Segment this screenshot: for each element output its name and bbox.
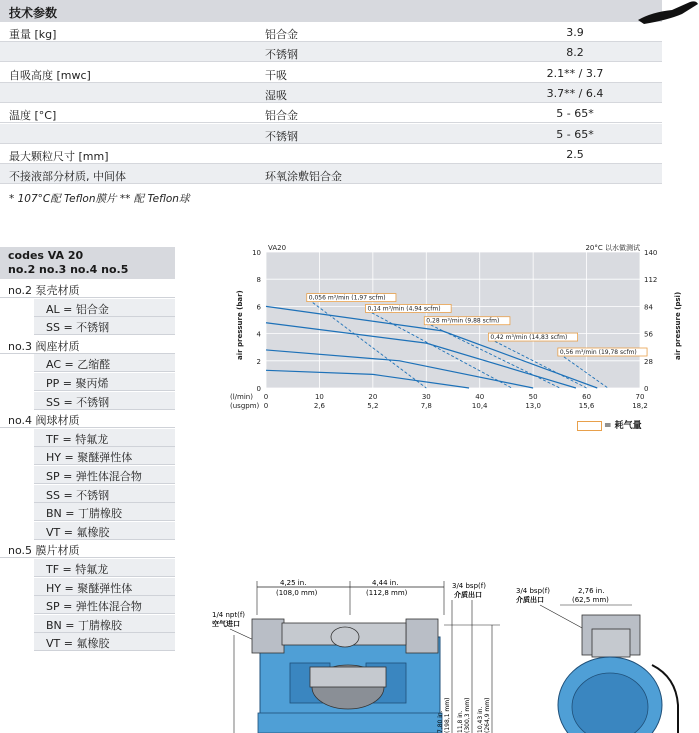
performance-chart (228, 240, 698, 440)
codes-option (34, 429, 175, 447)
spec-cell-c1: 温度 [°C] (9, 109, 57, 123)
codes-option (34, 354, 175, 372)
y-tick-label-psi: 28 (644, 357, 653, 366)
air-consumption-label: 0,056 m³/min (1,97 scfm) (308, 294, 386, 302)
codes-text: SS = 不锈钢 (46, 395, 110, 409)
dim-height-2: 11,8 in. (457, 710, 464, 733)
dim-side-width: 2,76 in. (578, 587, 605, 595)
x-unit-lmin: (l/min) (230, 393, 253, 401)
codes-text: TF = 特氟龙 (46, 563, 109, 576)
legend-label: = 耗气量 (604, 421, 642, 431)
legend-swatch (577, 421, 602, 431)
spec-cell-c1: 不接液部分材质, 中间体 (9, 170, 126, 184)
codes-option (34, 559, 175, 577)
pump-dimension-drawing (200, 575, 699, 733)
codes-text: BN = 丁腈橡胶 (46, 618, 122, 632)
x-tick-label: 60 (582, 393, 592, 401)
air-consumption-label: 0,56 m³/min (19,78 scfm) (559, 349, 637, 356)
x-tick-label-usgpm: 0 (263, 402, 269, 410)
x-tick-label-usgpm: 15,6 (578, 402, 595, 410)
chart-title: VA20 (268, 244, 287, 252)
spec-cell-c1: 最大颗粒尺寸 [mm] (9, 149, 109, 163)
x-tick-label-usgpm: 7,8 (420, 402, 432, 410)
y-tick-label-psi: 84 (644, 303, 653, 312)
codes-title: codes VA 20 (8, 249, 84, 262)
air-consumption-label: 0,28 m³/min (9,88 scfm) (426, 317, 500, 325)
x-tick-label: 20 (368, 393, 378, 401)
port-air-label: 1/4 npt(f) (212, 611, 246, 619)
codes-text: BN = 丁腈橡胶 (46, 507, 122, 521)
codes-text: AC = 乙缩醛 (46, 358, 111, 372)
spec-cell-c2: 铝合金 (265, 109, 298, 123)
y-tick-label-psi: 112 (644, 276, 658, 285)
codes-text: SP = 弹性体混合物 (46, 600, 142, 614)
dim-height-2-mm: (300,3 mm) (464, 697, 471, 733)
spec-row (0, 164, 662, 184)
dim-width-left: 4,25 in. (280, 579, 307, 587)
codes-text: SS = 不锈钢 (46, 488, 110, 502)
spec-title: 技术参数 (9, 6, 58, 20)
air-consumption-label: 0,42 m³/min (14,83 scfm) (490, 334, 568, 342)
codes-text: no.3 阀座材质 (8, 339, 80, 353)
codes-option (34, 578, 175, 596)
spec-cell-c2: 干吸 (265, 68, 287, 82)
x-tick-label: 40 (475, 393, 485, 401)
y-tick-label-psi: 0 (644, 385, 649, 393)
y-tick-label-psi: 56 (644, 330, 653, 339)
y-tick-label: 8 (256, 276, 261, 285)
spec-row (0, 144, 662, 164)
codes-text: PP = 聚丙烯 (46, 377, 109, 390)
codes-category (0, 540, 175, 558)
codes-header (0, 247, 175, 279)
codes-category (0, 280, 175, 298)
spec-header (0, 0, 662, 22)
y-tick-label-psi: 140 (644, 249, 658, 257)
codes-option (34, 615, 175, 633)
codes-category (0, 336, 175, 354)
codes-text: VT = 氟橡胶 (46, 525, 110, 539)
spec-cell-c2: 不锈钢 (265, 48, 298, 62)
codes-columns: no.2 no.3 no.4 no.5 (8, 263, 129, 276)
port-air-cn: 空气进口 (212, 620, 240, 628)
codes-category (0, 410, 175, 428)
spec-row (0, 83, 662, 103)
codes-text: no.5 膜片材质 (8, 544, 80, 558)
codes-text: TF = 特氟龙 (46, 432, 109, 446)
dim-height-1: 7,80 in. (437, 710, 444, 733)
spec-cell-c3: 5 - 65* (556, 107, 594, 121)
spec-row (0, 103, 662, 123)
dim-width-left-mm: (108,0 mm) (276, 589, 318, 597)
codes-option (34, 466, 175, 484)
spec-cell-c1: 自吸高度 [mwc] (9, 68, 91, 82)
dim-height-3-mm: (264,9 mm) (484, 697, 491, 733)
x-tick-label-usgpm: 10,4 (471, 402, 488, 410)
x-tick-label: 10 (314, 393, 324, 401)
codes-text: SP = 弹性体混合物 (46, 470, 142, 483)
port-outlet-cn: 介质出口 (454, 591, 482, 599)
x-tick-label: 30 (421, 393, 431, 401)
y-axis-label-right: air pressure (psi) (674, 291, 682, 360)
codes-option (34, 317, 175, 335)
y-tick-label: 6 (256, 303, 261, 312)
spec-row (0, 42, 662, 62)
y-axis-label-left: air pressure (bar) (236, 290, 244, 360)
codes-option (34, 485, 175, 503)
spec-cell-c2: 不锈钢 (265, 129, 298, 143)
spec-cell-c3: 3.7** / 6.4 (546, 86, 604, 100)
codes-option (34, 633, 175, 651)
y-tick-label: 10 (252, 249, 261, 257)
codes-option (34, 522, 175, 540)
port-outlet-label: 3/4 bsp(f) (452, 582, 486, 590)
x-tick-label-usgpm: 18,2 (632, 402, 648, 410)
y-tick-label: 0 (256, 385, 261, 393)
x-tick-label-usgpm: 13,0 (525, 402, 541, 410)
spec-cell-c3: 3.9 (566, 26, 584, 39)
spec-cell-c3: 8.2 (566, 46, 584, 60)
dim-side-width-mm: (62,5 mm) (572, 596, 609, 604)
spec-cell-c3: 2.1** / 3.7 (546, 66, 604, 80)
spec-row (0, 63, 662, 83)
spec-cell-c2: 湿吸 (265, 88, 287, 102)
spec-row (0, 22, 662, 42)
dim-width-right-mm: (112,8 mm) (366, 589, 408, 597)
codes-option (34, 392, 175, 410)
x-tick-label: 50 (528, 393, 538, 401)
dim-height-3: 10,43 in. (477, 706, 484, 733)
codes-text: HY = 聚醚弹性体 (46, 451, 133, 465)
codes-text: VT = 氟橡胶 (46, 637, 110, 651)
codes-option (34, 447, 175, 465)
x-tick-label: 0 (263, 393, 269, 401)
port-outlet2-cn: 介质出口 (516, 596, 544, 604)
codes-option (34, 503, 175, 521)
x-tick-label-usgpm: 2,6 (313, 402, 325, 410)
codes-text: no.2 泵壳材质 (8, 284, 80, 297)
spec-cell-c3: 5 - 65* (556, 127, 594, 141)
dim-height-1-mm: (198,1 mm) (444, 697, 451, 733)
x-tick-label: 70 (635, 393, 645, 401)
codes-option (34, 299, 175, 317)
y-tick-label: 4 (256, 330, 261, 339)
x-unit-usgpm: (usgpm) (230, 402, 260, 410)
spec-cell-c2: 环氧涂敷铝合金 (265, 170, 342, 184)
air-consumption-label: 0,14 m³/min (4,94 scfm) (367, 305, 441, 313)
codes-text: no.4 阀球材质 (8, 414, 80, 428)
spec-row (0, 124, 662, 144)
codes-text: HY = 聚醚弹性体 (46, 581, 133, 595)
codes-text: AL = 铝合金 (46, 302, 109, 316)
port-outlet2-label: 3/4 bsp(f) (516, 587, 550, 595)
codes-text: SS = 不锈钢 (46, 321, 110, 335)
spec-footnote: * 107°C配 Teflon膜片 ** 配 Teflon球 (9, 193, 190, 205)
spec-cell-c3: 2.5 (566, 147, 584, 161)
x-tick-label-usgpm: 5,2 (367, 402, 379, 410)
spec-cell-c1: 重量 [kg] (9, 28, 57, 41)
chart-note: 20°C 以水做测试 (585, 244, 640, 252)
spec-cell-c2: 铝合金 (265, 28, 298, 41)
dim-width-right: 4,44 in. (372, 579, 399, 587)
chart-legend (577, 418, 642, 431)
y-tick-label: 2 (256, 357, 261, 366)
codes-option (34, 373, 175, 391)
codes-option (34, 596, 175, 614)
